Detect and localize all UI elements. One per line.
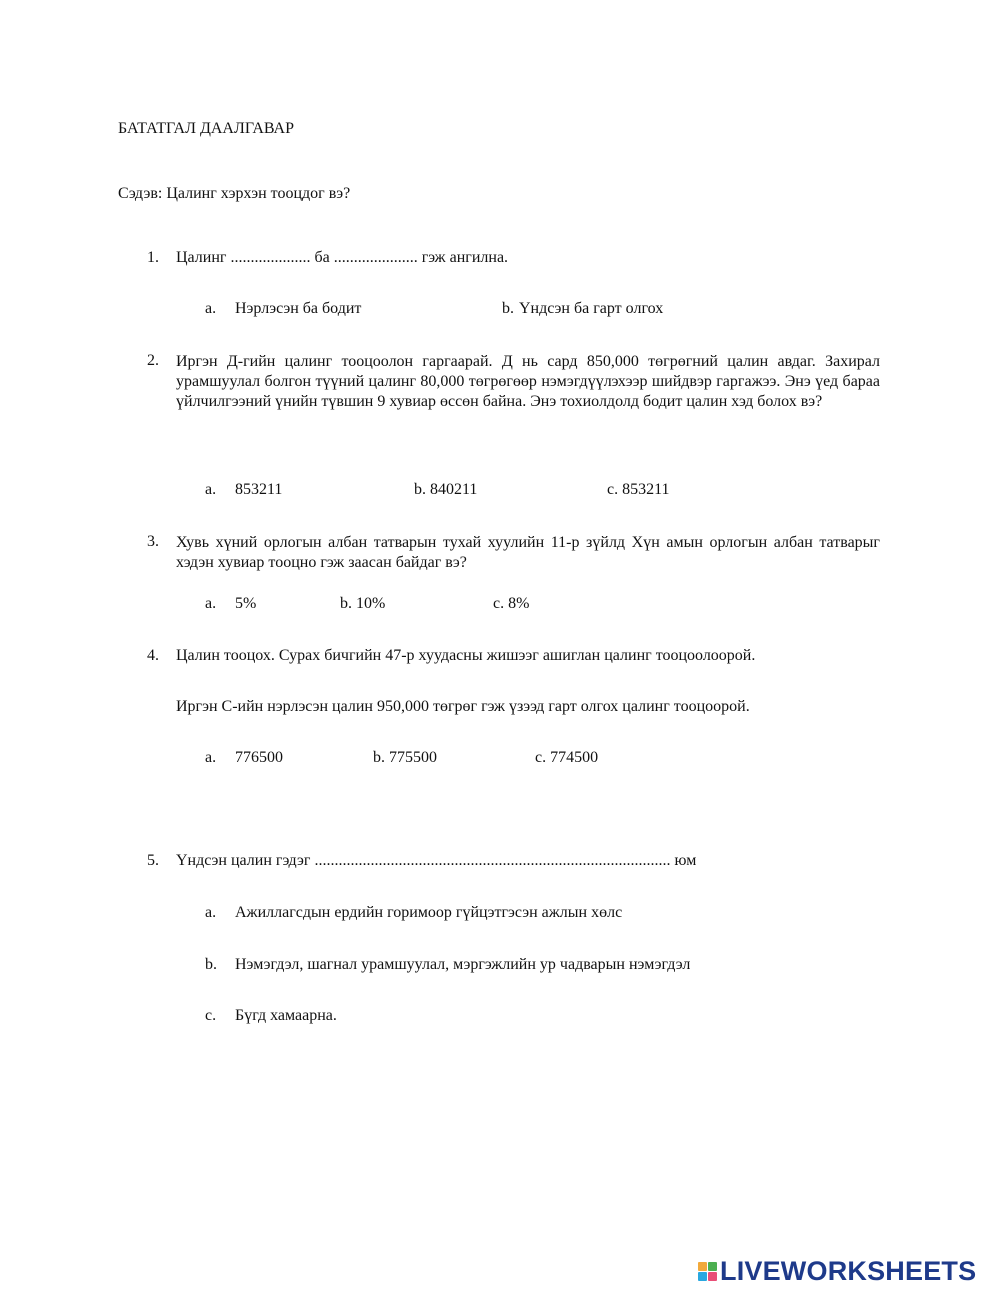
logo-block (708, 1262, 717, 1271)
question-5-option-a-letter[interactable]: a. (205, 904, 217, 921)
topic-line: Сэдэв: Цалинг хэрхэн тооцдог вэ? (118, 185, 351, 202)
question-5-number: 5. (147, 852, 159, 869)
question-1-option-b-letter[interactable]: b. (502, 300, 514, 317)
question-2-text: Иргэн Д-гийн цалинг тооцоолон гаргаарай. Д нь сард 850,000 төгрөгний цалин авдаг. Захирал урамшуулал болгон түүний цалинг 80,000 төгрөгөөр нэмэгдүүлэхээр шийдвэр гаргажээ. Энэ үед бараа үйлчилгээний үнийн түвшин 9 хувиар өссөн байна. Энэ тохиолдолд бодит цалин хэд болох вэ? (176, 353, 880, 410)
question-2-option-a-letter[interactable]: a. (205, 481, 217, 498)
logo-block (698, 1272, 707, 1281)
question-3-option-c[interactable]: c. 8% (493, 595, 530, 612)
question-3-option-a-letter[interactable]: a. (205, 595, 217, 612)
logo-block (698, 1262, 707, 1271)
question-5-text: Үндсэн цалин гэдэг ......................................................................................... юм (176, 852, 697, 869)
question-1-option-a[interactable]: Нэрлэсэн ба бодит (235, 300, 362, 317)
question-4-option-a-letter[interactable]: a. (205, 749, 217, 766)
liveworksheets-logo (698, 1256, 976, 1286)
question-2-number: 2. (147, 352, 159, 369)
logo-text: LIVEWORKSHEETS (720, 1255, 977, 1286)
question-5-option-a[interactable]: Ажиллагсдын ердийн горимоор гүйцэтгэсэн ажлын хөлс (235, 904, 623, 921)
page-title: БАТАТГАЛ ДААЛГАВАР (118, 120, 294, 137)
question-3-text: Хувь хүний орлогын албан татварын тухай хуулийн 11-р зүйлд Хүн амын орлогын албан татварыг хэдэн хувиар тооцно гэж заасан байдаг вэ? (176, 534, 880, 571)
question-3-number: 3. (147, 533, 159, 550)
question-5-option-b-letter[interactable]: b. (205, 956, 217, 973)
question-4-number: 4. (147, 647, 159, 664)
logo-blocks-icon (698, 1262, 717, 1281)
question-4-text: Цалин тооцох. Сурах бичгийн 47-р хуудасны жишээг ашиглан цалинг тооцоолоорой. (176, 647, 756, 664)
question-1-text: Цалинг .................... ба ..................... гэж ангилна. (176, 249, 509, 266)
question-1-option-a-letter[interactable]: a. (205, 300, 217, 317)
question-3-option-a[interactable]: 5% (235, 595, 257, 612)
question-5-option-b[interactable]: Нэмэгдэл, шагнал урамшуулал, мэргэжлийн ур чадварын нэмэгдэл (235, 956, 691, 973)
question-1-option-b[interactable]: Үндсэн ба гарт олгох (519, 300, 664, 317)
question-4-subtext: Иргэн С-ийн нэрлэсэн цалин 950,000 төгрөг гэж үзээд гарт олгох цалинг тооцоорой. (176, 698, 750, 715)
question-1-number: 1. (147, 249, 159, 266)
question-2-option-b[interactable]: b. 840211 (414, 481, 478, 498)
question-4-option-a[interactable]: 776500 (235, 749, 283, 766)
question-2-option-a[interactable]: 853211 (235, 481, 283, 498)
question-2-option-c[interactable]: c. 853211 (607, 481, 670, 498)
question-4-option-b[interactable]: b. 775500 (373, 749, 437, 766)
question-5-option-c[interactable]: Бүгд хамаарна. (235, 1007, 337, 1024)
question-4-option-c[interactable]: c. 774500 (535, 749, 599, 766)
question-3-option-b[interactable]: b. 10% (340, 595, 386, 612)
question-5-option-c-letter[interactable]: c. (205, 1007, 217, 1024)
logo-block (708, 1272, 717, 1281)
